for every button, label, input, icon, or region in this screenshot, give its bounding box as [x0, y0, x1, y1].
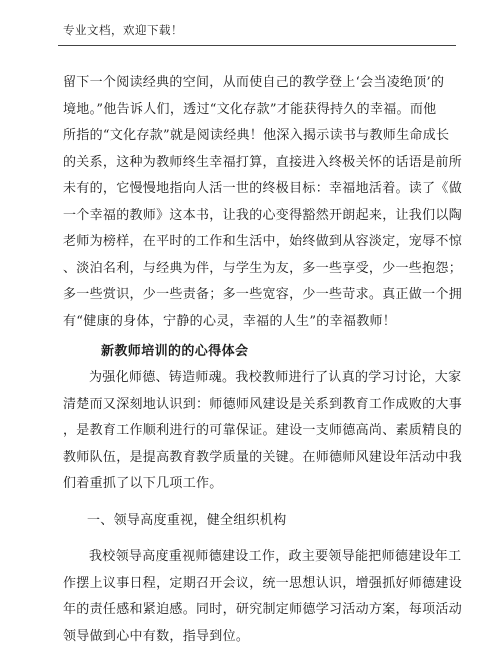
closing-paragraph	[63, 70, 435, 335]
intro-paragraph	[63, 365, 435, 498]
subheading: 一、领导高度重视，健全组织机构	[63, 508, 435, 535]
text-line: 们着重抓了以下几项工作。	[63, 471, 435, 498]
text-line: 领导做到心中有数，指导到位。	[63, 624, 435, 650]
text-line: 年的责任感和紧迫感。同时，研究制定师德学习活动方案，每项活动	[63, 597, 435, 624]
text-line: 清楚而又深刻地认识到：师德师风建设是关系到教育工作成败的大事	[63, 392, 435, 419]
text-line: 、淡泊名利，与经典为伴，与学生为友，多一些享受，少一些抱怨；	[63, 256, 435, 283]
text-line: 一个幸福的教师》这本书，让我的心变得豁然开朗起来，让我们以陶	[63, 203, 435, 230]
text-line: 我校领导高度重视师德建设工作，政主要领导能把师德建设年工	[63, 544, 435, 571]
page-header: 专业文档，欢迎下载！	[63, 22, 183, 38]
section-title: 新教师培训的的心得体会	[63, 339, 435, 365]
text-line: ，是教育工作顺利进行的可靠保证。建设一支师德高尚、素质精良的	[63, 418, 435, 445]
text-line: 未有的，它慢慢地指向人活一世的终极目标：幸福地活着。读了《做	[63, 176, 435, 203]
text-line: 有“健康的身体，宁静的心灵，幸福的人生”的幸福教师！	[63, 309, 435, 336]
text-line: 的关系，这种为教师终生幸福打算，直接进入终极关怀的话语是前所	[63, 150, 435, 177]
text-line: 境地。”他告诉人们，透过“文化存款”才能获得持久的幸福。而他	[63, 97, 435, 124]
body-paragraph	[63, 544, 435, 650]
text-line: 为强化师德、铸造师魂。我校教师进行了认真的学习讨论，大家	[63, 365, 435, 392]
document-body	[63, 70, 435, 650]
header-divider	[58, 45, 456, 46]
text-line: 所指的“文化存款”就是阅读经典！他深入揭示读书与教师生命成长	[63, 123, 435, 150]
text-line: 教师队伍，是提高教育教学质量的关键。在师德师风建设年活动中我	[63, 445, 435, 472]
text-line: 多一些赏识，少一些责备；多一些宽容，少一些苛求。真正做一个拥	[63, 282, 435, 309]
text-line: 作摆上议事日程，定期召开会议，统一思想认识，增强抓好师德建设	[63, 571, 435, 598]
text-line: 老师为榜样，在平时的工作和生活中，始终做到从容淡定，宠辱不惊	[63, 229, 435, 256]
text-line: 留下一个阅读经典的空间，从而使自己的教学登上‘会当凌绝顶’的	[63, 70, 435, 97]
